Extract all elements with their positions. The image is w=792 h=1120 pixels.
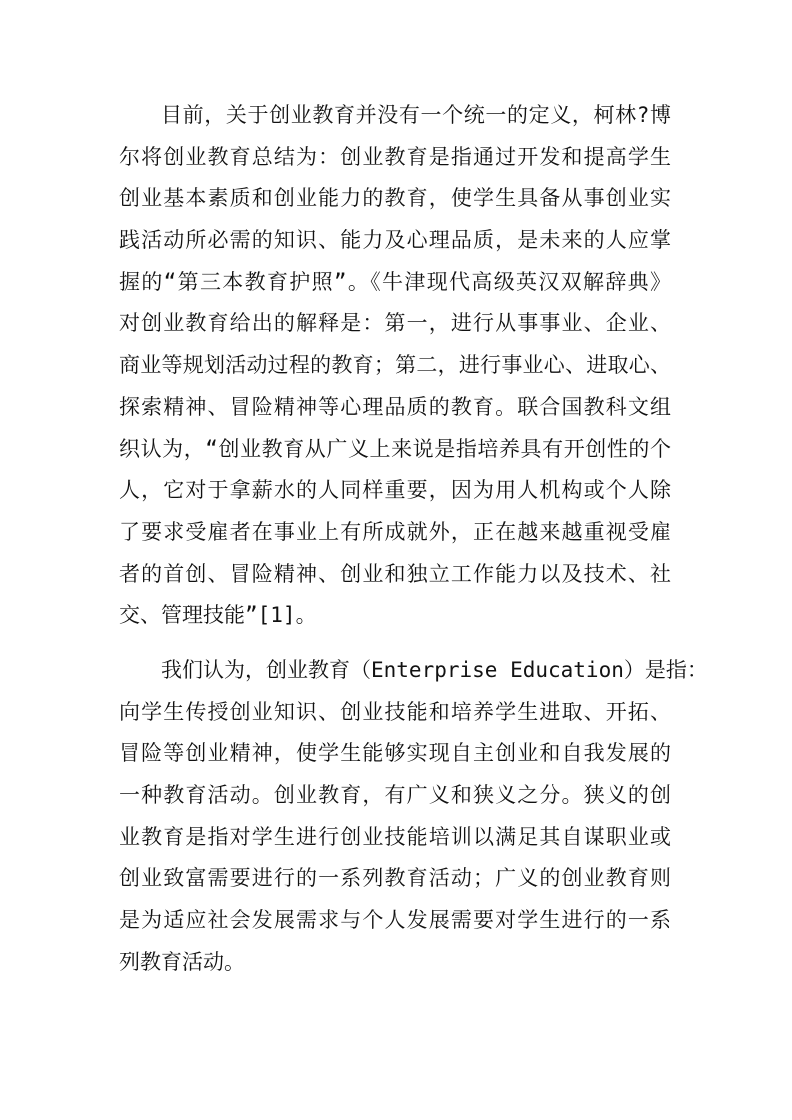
text-line: 尔将创业教育总结为：创业教育是指通过开发和提高学生 xyxy=(119,144,671,169)
text-line: 对创业教育给出的解释是：第一，进行从事事业、企业、 xyxy=(119,311,671,336)
paragraph-our-definition xyxy=(119,650,708,984)
text-line: 列教育活动。 xyxy=(119,949,245,974)
text-line: 冒险等创业精神，使学生能够实现自主创业和自我发展的 xyxy=(119,741,671,766)
page-text-content xyxy=(119,95,708,983)
paragraph-definition-of-enterprise-education xyxy=(119,95,671,637)
text-line: 创业基本素质和创业能力的教育，使学生具备从事创业实 xyxy=(119,186,671,211)
text-line: 是为适应社会发展需求与个人发展需要对学生进行的一系 xyxy=(119,908,671,933)
text-line: 交、管理技能”[1]。 xyxy=(119,603,317,628)
text-line: 向学生传授创业知识、创业技能和培养学生进取、开拓、 xyxy=(119,699,671,724)
text-line: 了要求受雇者在事业上有所成就外，正在越来越重视受雇 xyxy=(119,519,671,544)
text-line: 织认为，“创业教育从广义上来说是指培养具有开创性的个 xyxy=(119,436,671,461)
text-line: 业教育是指对学生进行创业技能培训以满足其自谋职业或 xyxy=(119,824,671,849)
text-line: 者的首创、冒险精神、创业和独立工作能力以及技术、社 xyxy=(119,561,671,586)
text-line: 一种教育活动。创业教育，有广义和狭义之分。狭义的创 xyxy=(119,783,671,807)
text-line: 人，它对于拿薪水的人同样重要，因为用人机构或个人除 xyxy=(119,478,671,503)
text-line: 践活动所必需的知识、能力及心理品质，是未来的人应掌 xyxy=(119,228,671,253)
text-line: 商业等规划活动过程的教育；第二，进行事业心、进取心、 xyxy=(119,353,671,378)
text-line: 我们认为，创业教育（Enterprise Education）是指： xyxy=(161,657,708,682)
text-line: 探索精神、冒险精神等心理品质的教育。联合国教科文组 xyxy=(119,394,671,419)
text-line: 创业致富需要进行的一系列教育活动；广义的创业教育则 xyxy=(119,866,671,891)
text-line: 目前，关于创业教育并没有一个统一的定义，柯林?博 xyxy=(161,103,671,127)
text-line: 握的“第三本教育护照”。《牛津现代高级英汉双解辞典》 xyxy=(119,269,671,294)
